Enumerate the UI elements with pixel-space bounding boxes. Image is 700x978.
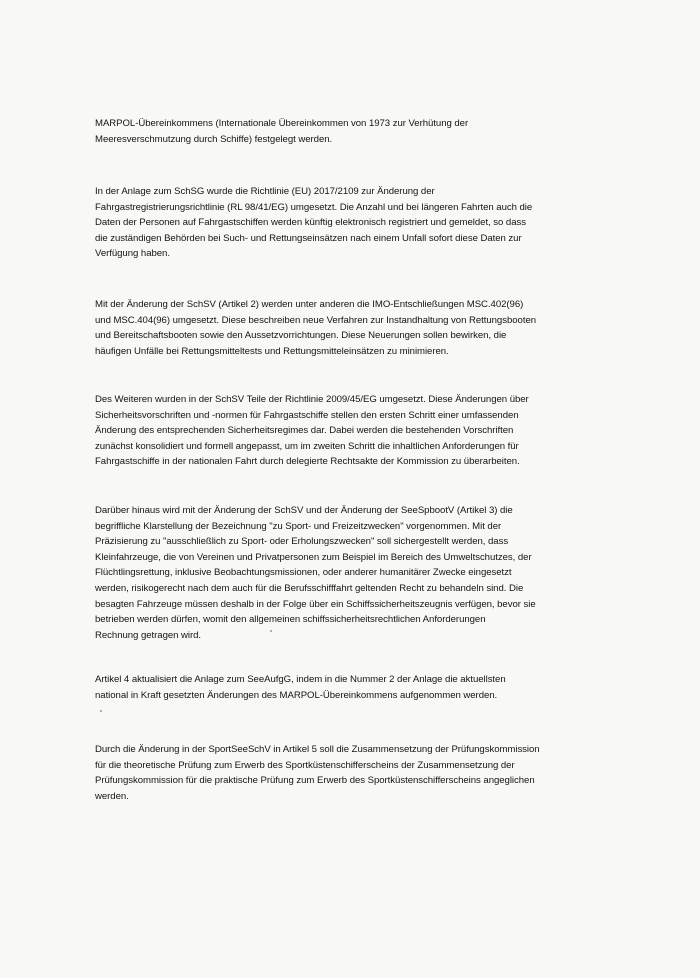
scan-speck xyxy=(270,630,272,632)
scan-speck xyxy=(100,710,102,712)
paragraph-schsv-artikel-2: Mit der Änderung der SchSV (Artikel 2) werden unter anderen die IMO-Entschließungen MSC.402(96) und MSC.404(96) umgesetzt. Diese beschreiben neue Verfahren zur Instandhaltung von Rettungsbooten und Bereitschaftsbooten sowie den Aussetzvorrichtungen. Diese Neuerungen sollen bewirken, die häufigen Unfälle bei Rettungsmitteltests und Rettungsmitteleinsätzen zu minimieren. xyxy=(95,299,537,357)
paragraph-artikel-5: Durch die Änderung in der SportSeeSchV in Artikel 5 soll die Zusammensetzung der Prüfungskommission für die theoretische Prüfung zum Erwerb des Sportküstenschifferscheins der Zusammensetzung der Prüfungskommission für die praktische Prüfung zum Erwerb des Sportküstenschifferscheins angeglichen werden. xyxy=(95,744,540,802)
paragraph-schsg: In der Anlage zum SchSG wurde die Richtlinie (EU) 2017/2109 zur Änderung der Fahrgastregistrierungsrichtlinie (RL 98/41/EG) umgesetzt. Die Anzahl und bei längeren Fahrten auch die Daten der Personen auf Fahrgastschiffen werden künftig elektronisch registriert und gemeldet, so dass die zuständigen Behörden bei Such- und Rettungseinsätzen nach einem Unfall sofort diese Daten zur Verfügung haben. xyxy=(95,186,533,260)
paragraph-marpol-continuation: MARPOL-Übereinkommens (Internationale Übereinkommen von 1973 zur Verhütung der Meeresverschmutzung durch Schiffe) festgelegt werden. xyxy=(95,118,469,145)
paragraph-artikel-3: Darüber hinaus wird mit der Änderung der SchSV und der Änderung der SeeSpbootV (Artikel 3) die begriffliche Klarstellung der Bezeichnung "zu Sport- und Freizeitzwecken" vorgenommen. Mit der Präzisierung zu "ausschließlich zu Sport- oder Erholungszwecken" soll sichergestellt werden, dass Kleinfahrzeuge, die von Vereinen und Privatpersonen zum Beispiel im Bereich des Umweltschutzes, der Flüchtlingsrettung, inklusive Beobachtungsmissionen, oder anderer humanitärer Zwecke eingesetzt werden, risikogerecht nach dem auch für die Berufsschifffahrt geltenden Recht zu behandeln sind. Die besagten Fahrzeuge müssen deshalb in der Folge über ein Schiffssicherheitszeugnis verfügen, bevor sie betrieben werden dürfen, womit den allgemeinen schiffssicherheitsrechtlichen Anforderungen Rechnung getragen wird. xyxy=(95,505,536,641)
paragraph-richtlinie-2009-45: Des Weiteren wurden in der SchSV Teile der Richtlinie 2009/45/EG umgesetzt. Diese Änderungen über Sicherheitsvorschriften und -normen für Fahrgastschiffe stellen den ersten Schritt einer umfassenden Änderung des entsprechenden Sicherheitsregimes dar. Dabei werden die bestehenden Vorschriften zunächst konsolidiert und formell angepasst, um im zweiten Schritt die inhaltlichen Anforderungen für Fahrgastschiffe in der nationalen Fahrt durch delegierte Rechtsakte der Kommission zu überarbeiten. xyxy=(95,394,529,468)
paragraph-artikel-4: Artikel 4 aktualisiert die Anlage zum SeeAufgG, indem in die Nummer 2 der Anlage die aktuellsten national in Kraft gesetzten Änderungen des MARPOL-Übereinkommens aufgenommen werden. xyxy=(95,674,506,701)
